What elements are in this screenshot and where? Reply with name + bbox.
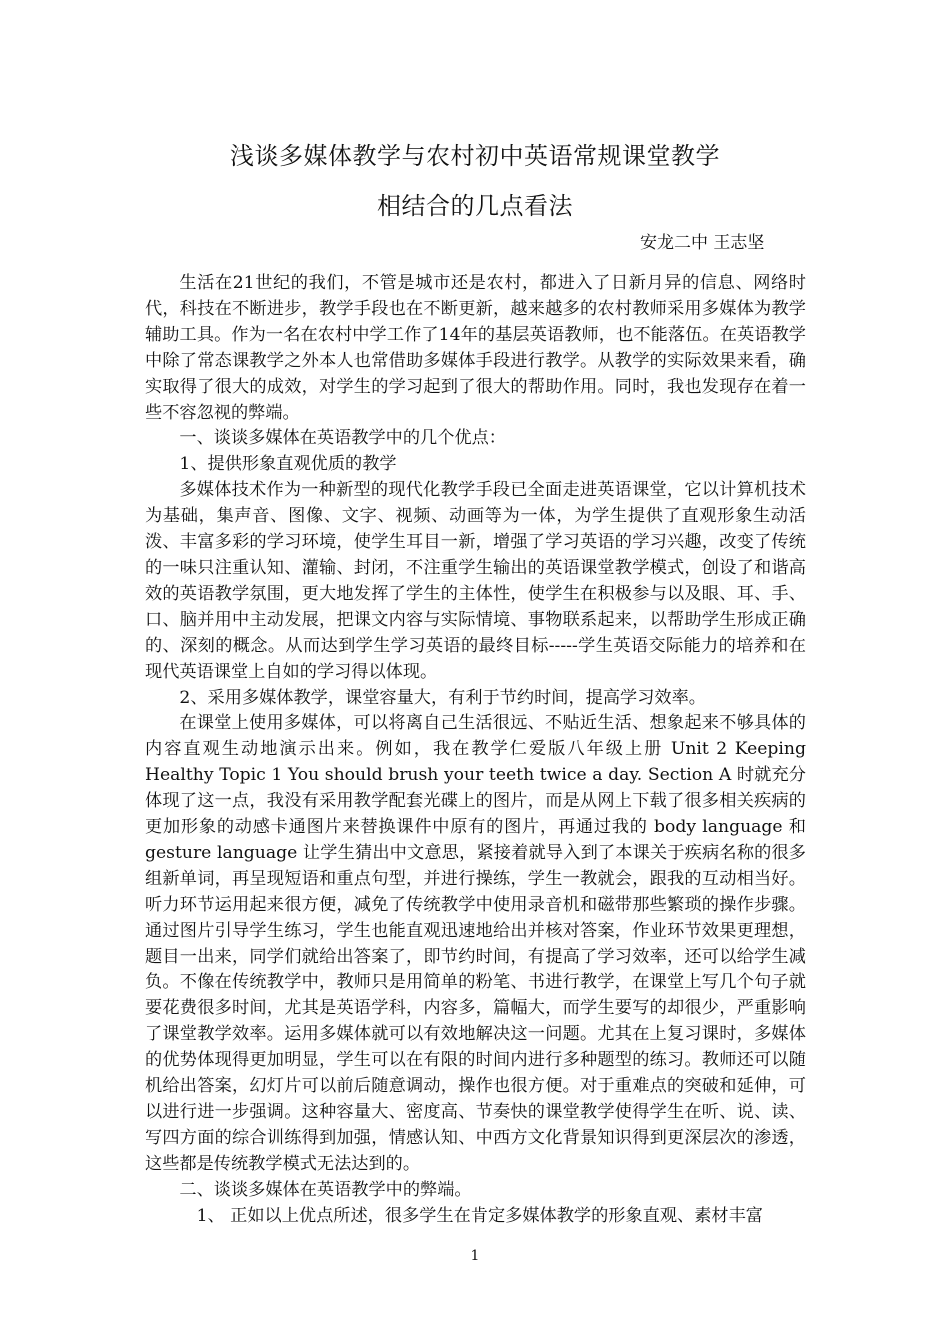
subheading-1: 1、提供形象直观优质的教学 [179, 454, 397, 475]
title-line-2: 相结合的几点看法 [377, 192, 573, 220]
list-item-1: 1、 正如以上优点所述，很多学生在肯定多媒体教学的形象直观、素材丰富 [196, 1205, 763, 1226]
page-number: 1 [470, 1248, 480, 1264]
paragraph-intro: 生活在21世纪的我们，不管是城市还是农村，都进入了日新月异的信息、网络时代，科技在不断进步，教学手段也在不断更新，越来越多的农村教师采用多媒体为教学辅助工具。作为一名在农村中学工作了14年的基层英语教师，也不能落伍。在英语教学中除了常态课教学之外本人也常借助多媒体手段进行教学。从教学的实际效果来看，确实取得了很大的成效，对学生的学习起到了很大的帮助作用。同时，我也发现存在着一些不容忽视的弊端。 [145, 273, 806, 423]
paragraph-classroom-example: 在课堂上使用多媒体，可以将离自己生活很远、不贴近生活、想象起来不够具体的内容直观生动地演示出来。例如，我在教学仁爱版八年级上册 Unit 2 Keeping Healthy Topic 1 You should brush your teeth twice a day. Section A 时就充分体现了这一点，我没有采用教学配套光碟上的图片，而是从网上下载了很多相关疾病的更加形象的动感卡通图片来替换课件中原有的图片，再通过我的 body language 和 gesture language 让学生猜出中文意思，紧接着就导入到了本课关于疾病名称的很多组新单词，再呈现短语和重点句型，并进行操练，学生一教就会，跟我的互动相当好。听力环节运用起来很方便，减免了传统教学中使用录音机和磁带那些繁琐的操作步骤。通过图片引导学生练习，学生也能直观迅速地给出并核对答案，作业环节效果更理想，题目一出来，同学们就给出答案了，即节约时间，有提高了学习效率，还可以给学生减负。不像在传统教学中，教师只是用简单的粉笔、书进行教学，在课堂上写几个句子就要花费很多时间，尤其是英语学科，内容多，篇幅大，而学生要写的却很少，严重影响了课堂教学效率。运用多媒体就可以有效地解决这一问题。尤其在上复习课时，多媒体的优势体现得更加明显，学生可以在有限的时间内进行多种题型的练习。教师还可以随机给出答案，幻灯片可以前后随意调动，操作也很方便。对于重难点的突破和延伸，可以进行进一步强调。这种容量大、密度高、节奏快的课堂教学使得学生在听、说、读、写四方面的综合训练得到加强，情感认知、中西方文化背景知识得到更深层次的渗透，这些都是传统教学模式无法达到的。 [145, 713, 806, 1174]
author-line: 安龙二中 王志坚 [640, 233, 765, 253]
paragraph-multimedia-tech: 多媒体技术作为一种新型的现代化教学手段已全面走进英语课堂，它以计算机技术为基础，集声音、图像、文字、视频、动画等为一体，为学生提供了直观形象生动活泼、丰富多彩的学习环境，使学生耳目一新，增强了学习英语的学习兴趣，改变了传统的一味只注重认知、灌输、封闭，不注重学生输出的英语课堂教学模式，创设了和谐高效的英语教学氛围，更大地发挥了学生的主体性，使学生在积极参与以及眼、耳、手、口、脑并用中主动发展，把课文内容与实际情境、事物联系起来，以帮助学生形成正确的、深刻的概念。从而达到学生学习英语的最终目标-----学生英语交际能力的培养和在现代英语课堂上自如的学习得以体现。 [145, 480, 806, 682]
subheading-2: 2、采用多媒体教学，课堂容量大，有利于节约时间，提高学习效率。 [179, 687, 706, 708]
section-heading-1: 一、谈谈多媒体在英语教学中的几个优点： [179, 428, 506, 449]
section-heading-2: 二、谈谈多媒体在英语教学中的弊端。 [179, 1179, 472, 1200]
body-text [145, 271, 806, 1230]
title-line-1: 浅谈多媒体教学与农村初中英语常规课堂教学 [230, 142, 720, 170]
